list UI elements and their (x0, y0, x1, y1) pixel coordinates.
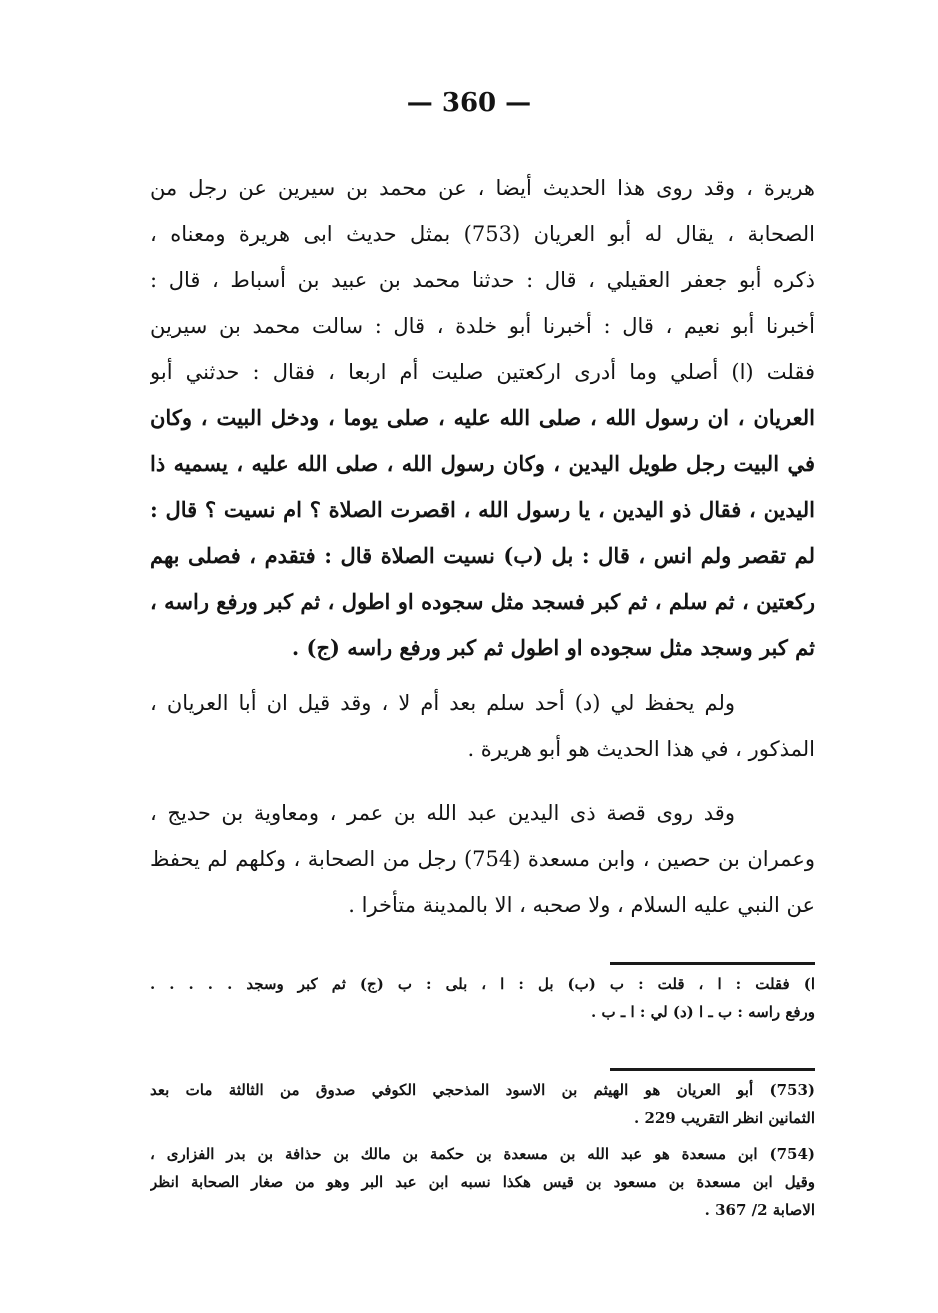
text-line: وعمران بن حصين ، وابن مسعدة (754) رجل من الصحابة ، وكلهم لم يحفظ (150, 847, 815, 871)
paragraph-3 (150, 790, 815, 928)
variant-note-line: ورفع راسه : ب ـ ا (د) لي : ا ـ ب . (591, 1003, 815, 1021)
text-line: ولم يحفظ لي (د) أحد سلم بعد أم لا ، وقد قيل ان أبا العريان ، (150, 691, 735, 715)
footnote-line: وقيل ابن مسعدة بن مسعود بن قيس هكذا نسبه ابن عبد البر وهو من صغار الصحابة انظر (150, 1173, 815, 1191)
text-line: ثم كبر وسجد مثل سجوده او اطول ثم كبر ورفع راسه (ج) . (291, 635, 815, 660)
text-line: عن النبي عليه السلام ، ولا صحبه ، الا بالمدينة متأخرا . (348, 893, 815, 917)
text-line: لم تقصر ولم انس ، قال : بل (ب) نسيت الصلاة قال : فتقدم ، فصلى بهم (150, 543, 815, 568)
text-line: فقلت (ا) أصلي وما أدرى اركعتين صليت أم اربعا ، فقال : حدثني أبو (150, 360, 815, 384)
footnote-754 (150, 1140, 815, 1224)
text-line: العريان ، ان رسول الله ، صلى الله عليه ، صلى يوما ، ودخل البيت ، وكان (150, 405, 815, 430)
footnote-line: (754) ابن مسعدة هو عبد الله بن مسعدة بن حكمة بن مالك بن حذافة بن بدر الفزارى ، (150, 1145, 815, 1163)
text-line: هريرة ، وقد روى هذا الحديث أيضا ، عن محمد بن سيرين عن رجل من (150, 176, 815, 200)
text-line: وقد روى قصة ذى اليدين عبد الله بن عمر ، ومعاوية بن حديج ، (150, 801, 735, 825)
text-line: ذكره أبو جعفر العقيلي ، قال : حدثنا محمد بن عبيد بن أسباط ، قال : (150, 268, 815, 292)
text-line: في البيت رجل طويل اليدين ، وكان رسول الله ، صلى الله عليه ، يسميه ذا (150, 451, 815, 476)
footnote-753 (150, 1076, 815, 1132)
text-line: ركعتين ، ثم سلم ، ثم كبر فسجد مثل سجوده او اطول ، ثم كبر ورفع راسه ، (150, 589, 815, 614)
footnotes (150, 1076, 815, 1224)
page-number: — 360 — (406, 88, 532, 118)
footnote-divider (610, 962, 815, 965)
footnote-line: (753) أبو العريان هو الهيثم بن الاسود المذحجي الكوفي صدوق من الثالثة مات بعد (150, 1081, 815, 1099)
text-line: اليدين ، فقال ذو اليدين ، يا رسول الله ، اقصرت الصلاة ؟ ام نسيت ؟ قال : (150, 497, 815, 522)
text-line: المذكور ، في هذا الحديث هو أبو هريرة . (467, 737, 815, 761)
footnote-divider (610, 1068, 815, 1071)
variant-note-line: ا) فقلت : ا ، قلت : ب (ب) بل : ا ، بلى : ب (ج) ثم كبر وسجد . . . . . (150, 975, 815, 993)
variant-notes (150, 970, 815, 1026)
paragraph-1 (150, 165, 815, 671)
paragraph-2 (150, 680, 815, 772)
text-line: الصحابة ، يقال له أبو العريان (753) بمثل حديث ابى هريرة ومعناه ، (150, 222, 815, 246)
footnote-line: الاصابة 2/ 367 . (704, 1201, 815, 1219)
footnote-line: الثمانين انظر التقريب 229 . (633, 1109, 815, 1127)
text-line: أخبرنا أبو نعيم ، قال : أخبرنا أبو خلدة ، قال : سالت محمد بن سيرين (150, 314, 815, 338)
